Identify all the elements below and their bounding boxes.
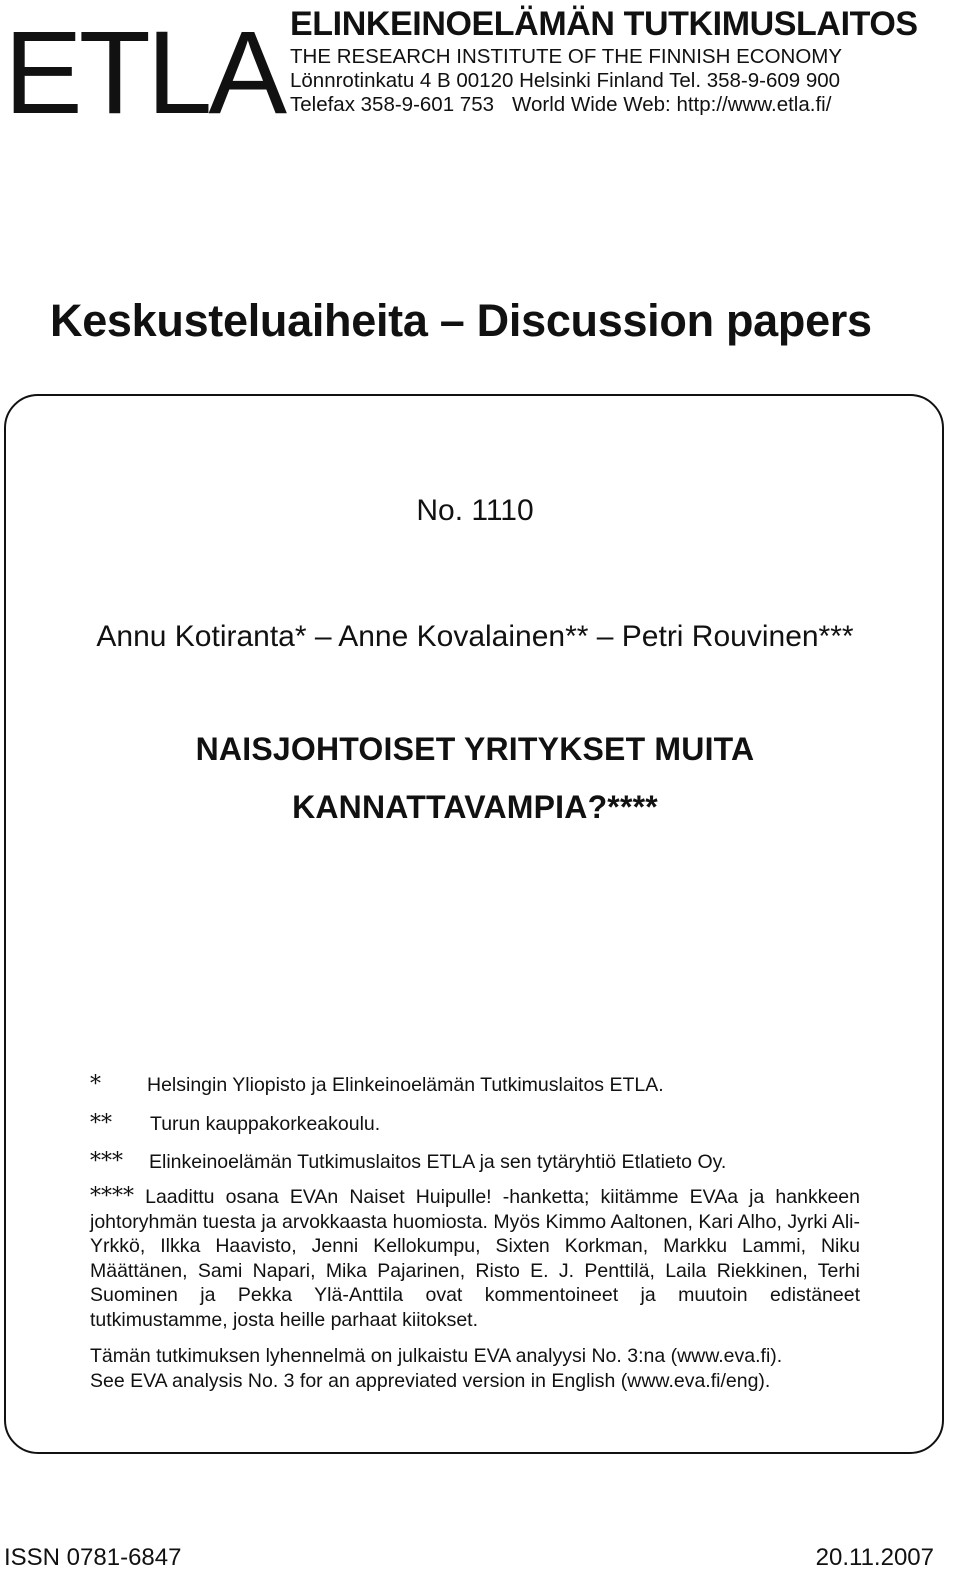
footnote-text: Turun kauppakorkeakoulu. — [150, 1113, 381, 1135]
footnote-4 — [90, 1185, 860, 1332]
etla-logo: ETLA — [4, 7, 284, 139]
series-title: Keskusteluaiheita – Discussion papers — [50, 295, 872, 346]
paper-title-line-1: NAISJOHTOISET YRITYKSET MUITA — [195, 731, 755, 767]
institute-contact — [290, 94, 831, 117]
issn-number: ISSN 0781-6847 — [4, 1544, 182, 1571]
summary-note — [90, 1344, 860, 1393]
institute-name: ELINKEINOELÄMÄN TUTKIMUSLAITOS — [290, 5, 918, 43]
telefax-number: Telefax 358-9-601 753 — [290, 93, 495, 116]
footnote-marker: **** — [90, 1184, 134, 1209]
footnote-2 — [90, 1111, 380, 1136]
footnote-text: Helsingin Yliopisto ja Elinkeinoelämän Tutkimuslaitos ETLA. — [147, 1074, 664, 1096]
institute-name-english: THE RESEARCH INSTITUTE OF THE FINNISH ECONOMY — [290, 45, 843, 68]
summary-note-finnish: Tämän tutkimuksen lyhennelmä on julkaistu EVA analyysi No. 3:na (www.eva.fi). — [90, 1345, 783, 1367]
paper-authors: Annu Kotiranta* – Anne Kovalainen** – Petri Rouvinen*** — [96, 620, 854, 653]
footnote-3 — [90, 1149, 726, 1174]
institute-address: Lönnrotinkatu 4 B 00120 Helsinki Finland Tel. 358-9-609 900 — [290, 69, 841, 92]
paper-title-line-2: KANNATTAVAMPIA?**** — [292, 789, 658, 825]
footnote-text: Laadittu osana EVAn Naiset Huipulle! -hanketta; kiitämme EVAa ja hankkeen johtoryhmän tuesta ja arvokkaasta huomiosta. Myös Kimmo Aaltonen, Kari Alho, Jyrki Ali-Yrkkö, Ilkka Haavisto, Jenni Kellokumpu, Sixten Korkman, Markku Lammi, Niku Määttänen, Sami Napari, Mika Pajarinen, Risto E. J. Penttilä, Laila Riekkinen, Terhi Suominen ja Pekka Ylä-Anttila ovat kommentoineet ja muutoin edistäneet tutkimustamme, josta heille parhaat kiitokset. — [90, 1186, 860, 1331]
footnote-marker: ** — [90, 1111, 112, 1136]
footnote-1 — [90, 1072, 664, 1097]
footnote-marker: * — [90, 1072, 101, 1097]
paper-title — [0, 720, 950, 836]
summary-note-english: See EVA analysis No. 3 for an appreviated version in English (www.eva.fi/eng). — [90, 1369, 771, 1392]
website-link[interactable]: World Wide Web: http://www.etla.fi/ — [512, 93, 832, 116]
publication-date: 20.11.2007 — [815, 1544, 934, 1571]
footnote-marker: *** — [90, 1149, 123, 1174]
footnote-text: Elinkeinoelämän Tutkimuslaitos ETLA ja sen tytäryhtiö Etlatieto Oy. — [149, 1151, 727, 1173]
paper-number: No. 1110 — [416, 494, 534, 527]
